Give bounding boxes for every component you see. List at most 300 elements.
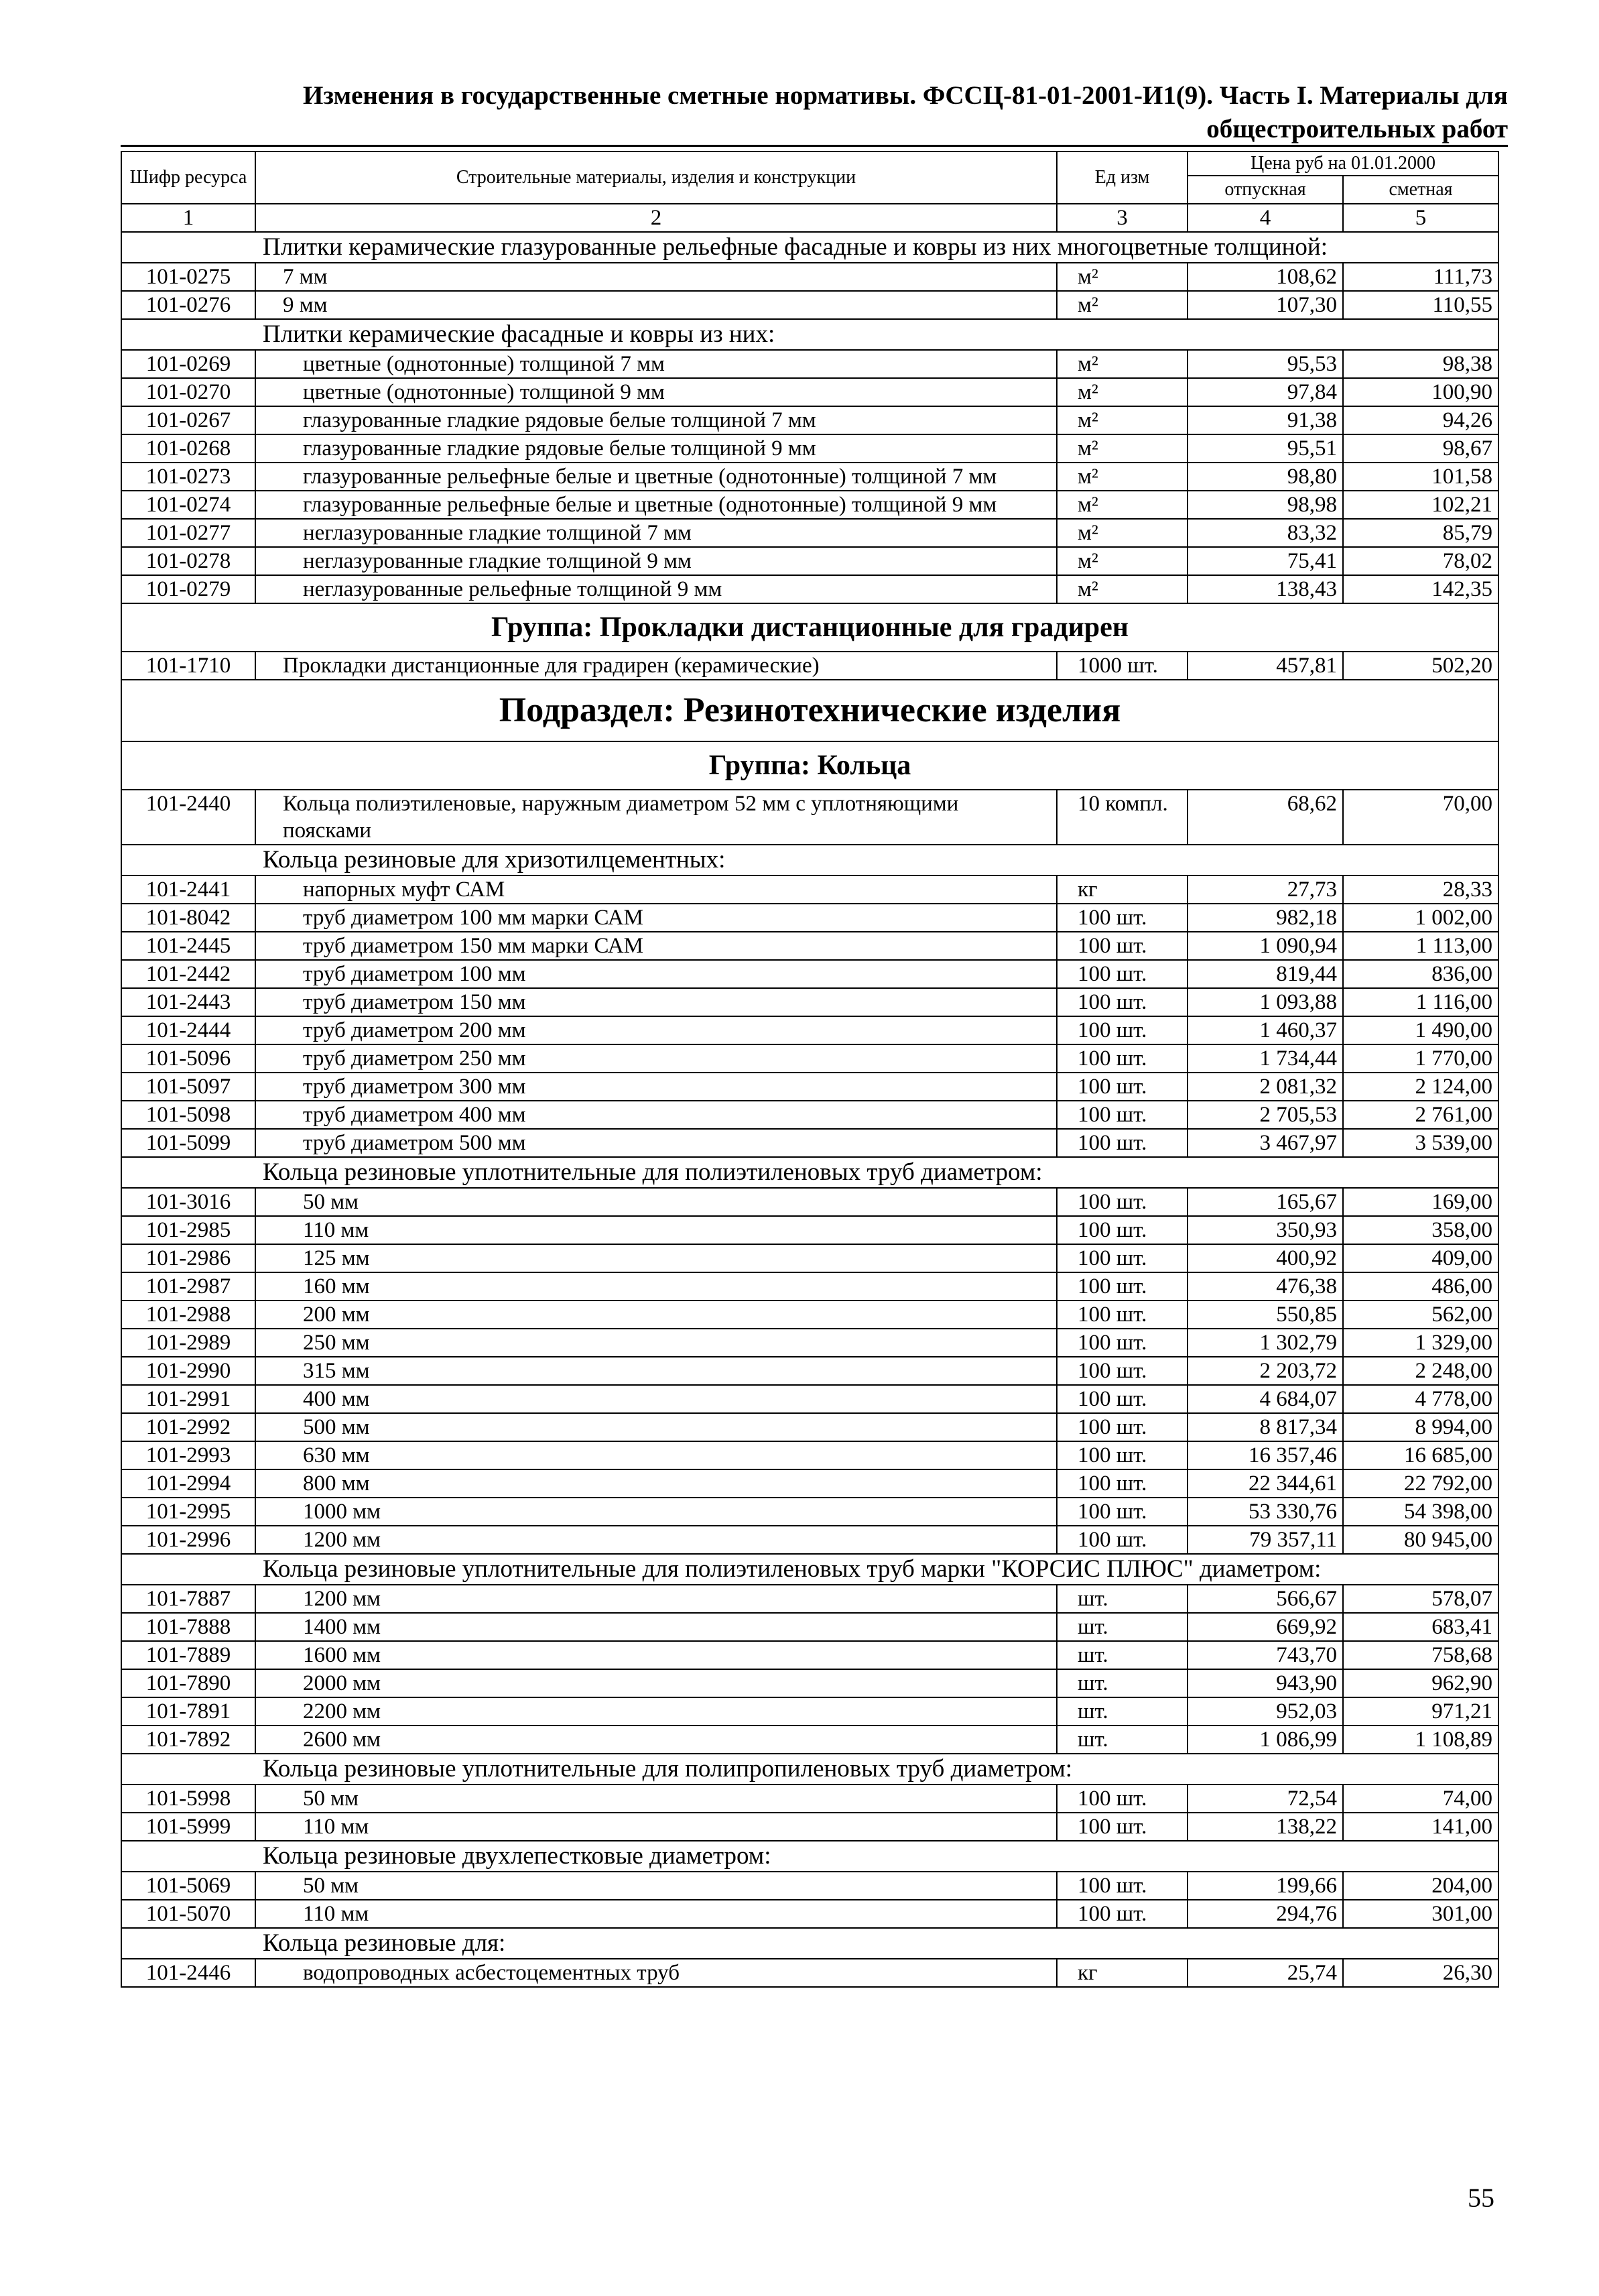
release-price: 476,38 xyxy=(1188,1272,1343,1301)
material-name: 630 мм xyxy=(255,1441,1057,1469)
unit-of-measure: 100 шт. xyxy=(1057,1016,1188,1044)
table-row xyxy=(121,350,1498,378)
unit-of-measure: м² xyxy=(1057,519,1188,547)
resource-code: 101-2440 xyxy=(121,790,255,845)
material-name: водопроводных асбестоцементных труб xyxy=(255,1959,1057,1987)
price-table xyxy=(121,151,1499,1988)
resource-code: 101-2990 xyxy=(121,1357,255,1385)
group-heading-row xyxy=(121,232,1498,263)
material-name: 50 мм xyxy=(255,1188,1057,1216)
material-name: 110 мм xyxy=(255,1813,1057,1841)
table-row xyxy=(121,1357,1498,1385)
material-name: 2600 мм xyxy=(255,1726,1057,1754)
release-price: 1 734,44 xyxy=(1188,1044,1343,1073)
table-row xyxy=(121,1613,1498,1641)
estimate-price: 142,35 xyxy=(1343,575,1498,603)
col-number: 2 xyxy=(255,204,1057,232)
resource-code: 101-2991 xyxy=(121,1385,255,1413)
unit-of-measure: 100 шт. xyxy=(1057,960,1188,988)
material-name: 7 мм xyxy=(255,263,1057,291)
table-row xyxy=(121,1726,1498,1754)
resource-code: 101-2446 xyxy=(121,1959,255,1987)
resource-code: 101-0273 xyxy=(121,463,255,491)
release-price: 97,84 xyxy=(1188,378,1343,406)
release-price: 95,51 xyxy=(1188,434,1343,463)
unit-of-measure: 100 шт. xyxy=(1057,1216,1188,1244)
resource-code: 101-7891 xyxy=(121,1697,255,1726)
material-name: труб диаметром 250 мм xyxy=(255,1044,1057,1073)
table-row xyxy=(121,1959,1498,1987)
release-price: 83,32 xyxy=(1188,519,1343,547)
estimate-price: 2 248,00 xyxy=(1343,1357,1498,1385)
resource-code: 101-2443 xyxy=(121,988,255,1016)
table-row xyxy=(121,291,1498,319)
release-price: 400,92 xyxy=(1188,1244,1343,1272)
material-name: труб диаметром 300 мм xyxy=(255,1073,1057,1101)
estimate-price: 141,00 xyxy=(1343,1813,1498,1841)
resource-code: 101-2985 xyxy=(121,1216,255,1244)
col-header-unit: Ед изм xyxy=(1057,152,1188,204)
table-row xyxy=(121,1216,1498,1244)
group-heading-row xyxy=(121,1554,1498,1585)
table-row xyxy=(121,519,1498,547)
estimate-price: 4 778,00 xyxy=(1343,1385,1498,1413)
table-row xyxy=(121,491,1498,519)
release-price: 108,62 xyxy=(1188,263,1343,291)
estimate-price: 94,26 xyxy=(1343,406,1498,434)
estimate-price: 204,00 xyxy=(1343,1872,1498,1900)
group-heading-row xyxy=(121,319,1498,350)
release-price: 98,98 xyxy=(1188,491,1343,519)
material-name: труб диаметром 100 мм xyxy=(255,960,1057,988)
material-name: цветные (однотонные) толщиной 7 мм xyxy=(255,350,1057,378)
estimate-price: 3 539,00 xyxy=(1343,1129,1498,1157)
col-header-price: Цена руб на 01.01.2000 xyxy=(1188,152,1498,176)
unit-of-measure: 100 шт. xyxy=(1057,1272,1188,1301)
material-name: 1200 мм xyxy=(255,1526,1057,1554)
release-price: 1 090,94 xyxy=(1188,932,1343,960)
table-row xyxy=(121,1441,1498,1469)
unit-of-measure: 100 шт. xyxy=(1057,1498,1188,1526)
release-price: 669,92 xyxy=(1188,1613,1343,1641)
estimate-price: 358,00 xyxy=(1343,1216,1498,1244)
unit-of-measure: м² xyxy=(1057,263,1188,291)
release-price: 819,44 xyxy=(1188,960,1343,988)
table-row xyxy=(121,1641,1498,1669)
estimate-price: 1 490,00 xyxy=(1343,1016,1498,1044)
resource-code: 101-2986 xyxy=(121,1244,255,1272)
release-price: 350,93 xyxy=(1188,1216,1343,1244)
release-price: 2 203,72 xyxy=(1188,1357,1343,1385)
table-row xyxy=(121,790,1498,845)
estimate-price: 8 994,00 xyxy=(1343,1413,1498,1441)
group-heading-row xyxy=(121,1754,1498,1785)
resource-code: 101-5069 xyxy=(121,1872,255,1900)
release-price: 2 705,53 xyxy=(1188,1101,1343,1129)
estimate-price: 683,41 xyxy=(1343,1613,1498,1641)
group-title: Группа: Прокладки дистанционные для градирен xyxy=(121,603,1498,652)
unit-of-measure: кг xyxy=(1057,875,1188,904)
resource-code: 101-0276 xyxy=(121,291,255,319)
resource-code: 101-2996 xyxy=(121,1526,255,1554)
group-heading-row xyxy=(121,1928,1498,1959)
table-row xyxy=(121,1301,1498,1329)
unit-of-measure: м² xyxy=(1057,434,1188,463)
resource-code: 101-7889 xyxy=(121,1641,255,1669)
group-heading-row xyxy=(121,1157,1498,1188)
col-header-name: Строительные материалы, изделия и конструкции xyxy=(255,152,1057,204)
release-price: 1 460,37 xyxy=(1188,1016,1343,1044)
unit-of-measure: шт. xyxy=(1057,1726,1188,1754)
table-row xyxy=(121,1585,1498,1613)
resource-code: 101-0279 xyxy=(121,575,255,603)
estimate-price: 78,02 xyxy=(1343,547,1498,575)
material-name: 2000 мм xyxy=(255,1669,1057,1697)
material-name: 125 мм xyxy=(255,1244,1057,1272)
table-row xyxy=(121,1669,1498,1697)
material-name: Кольца полиэтиленовые, наружным диаметром 52 мм с уплотняющими поясками xyxy=(255,790,1057,845)
material-name: труб диаметром 400 мм xyxy=(255,1101,1057,1129)
release-price: 743,70 xyxy=(1188,1641,1343,1669)
unit-of-measure: м² xyxy=(1057,463,1188,491)
estimate-price: 101,58 xyxy=(1343,463,1498,491)
estimate-price: 562,00 xyxy=(1343,1301,1498,1329)
material-name: 1400 мм xyxy=(255,1613,1057,1641)
col-number: 1 xyxy=(121,204,255,232)
resource-code: 101-2992 xyxy=(121,1413,255,1441)
material-name: напорных муфт САМ xyxy=(255,875,1057,904)
estimate-price: 502,20 xyxy=(1343,652,1498,680)
release-price: 566,67 xyxy=(1188,1585,1343,1613)
material-name: 400 мм xyxy=(255,1385,1057,1413)
col-header-code: Шифр ресурса xyxy=(121,152,255,204)
unit-of-measure: 100 шт. xyxy=(1057,1469,1188,1498)
material-name: неглазурованные гладкие толщиной 9 мм xyxy=(255,547,1057,575)
resource-code: 101-0275 xyxy=(121,263,255,291)
group-heading: Кольца резиновые для хризотилцементных: xyxy=(121,845,1498,875)
resource-code: 101-2993 xyxy=(121,1441,255,1469)
unit-of-measure: 100 шт. xyxy=(1057,1785,1188,1813)
resource-code: 101-5096 xyxy=(121,1044,255,1073)
resource-code: 101-7887 xyxy=(121,1585,255,1613)
estimate-price: 578,07 xyxy=(1343,1585,1498,1613)
group-title: Группа: Кольца xyxy=(121,741,1498,790)
group-heading: Кольца резиновые двухлепестковые диаметром: xyxy=(121,1841,1498,1872)
table-row xyxy=(121,1016,1498,1044)
table-row xyxy=(121,652,1498,680)
table-row xyxy=(121,463,1498,491)
unit-of-measure: 100 шт. xyxy=(1057,1813,1188,1841)
estimate-price: 758,68 xyxy=(1343,1641,1498,1669)
estimate-price: 102,21 xyxy=(1343,491,1498,519)
material-name: глазурованные гладкие рядовые белые толщиной 9 мм xyxy=(255,434,1057,463)
material-name: Прокладки дистанционные для градирен (керамические) xyxy=(255,652,1057,680)
release-price: 98,80 xyxy=(1188,463,1343,491)
table-row xyxy=(121,1385,1498,1413)
group-heading: Плитки керамические фасадные и ковры из них: xyxy=(121,319,1498,350)
col-number: 3 xyxy=(1057,204,1188,232)
release-price: 1 302,79 xyxy=(1188,1329,1343,1357)
table-row xyxy=(121,1101,1498,1129)
table-row xyxy=(121,1044,1498,1073)
estimate-price: 98,38 xyxy=(1343,350,1498,378)
group-heading: Плитки керамические глазурованные рельефные фасадные и ковры из них многоцветные толщиной: xyxy=(121,232,1498,263)
estimate-price: 54 398,00 xyxy=(1343,1498,1498,1526)
resource-code: 101-2994 xyxy=(121,1469,255,1498)
unit-of-measure: 100 шт. xyxy=(1057,1413,1188,1441)
unit-of-measure: м² xyxy=(1057,575,1188,603)
material-name: труб диаметром 500 мм xyxy=(255,1129,1057,1157)
table-row xyxy=(121,1073,1498,1101)
unit-of-measure: м² xyxy=(1057,291,1188,319)
header-line-1: Изменения в государственные сметные нормативы. ФССЦ-81-01-2001-И1(9). Часть I. Материалы для xyxy=(303,81,1508,110)
material-name: неглазурованные гладкие толщиной 7 мм xyxy=(255,519,1057,547)
resource-code: 101-2444 xyxy=(121,1016,255,1044)
unit-of-measure: 100 шт. xyxy=(1057,1044,1188,1073)
estimate-price: 1 113,00 xyxy=(1343,932,1498,960)
release-price: 294,76 xyxy=(1188,1900,1343,1928)
material-name: труб диаметром 150 мм марки САМ xyxy=(255,932,1057,960)
release-price: 199,66 xyxy=(1188,1872,1343,1900)
release-price: 91,38 xyxy=(1188,406,1343,434)
table-row xyxy=(121,1785,1498,1813)
table-row xyxy=(121,904,1498,932)
estimate-price: 26,30 xyxy=(1343,1959,1498,1987)
group-title-row xyxy=(121,603,1498,652)
estimate-price: 971,21 xyxy=(1343,1697,1498,1726)
material-name: 1600 мм xyxy=(255,1641,1057,1669)
material-name: 250 мм xyxy=(255,1329,1057,1357)
unit-of-measure: 100 шт. xyxy=(1057,1441,1188,1469)
col-header-estimate: сметная xyxy=(1343,176,1498,204)
material-name: 315 мм xyxy=(255,1357,1057,1385)
resource-code: 101-7888 xyxy=(121,1613,255,1641)
table-row xyxy=(121,960,1498,988)
page-number: 55 xyxy=(1468,2183,1494,2213)
release-price: 53 330,76 xyxy=(1188,1498,1343,1526)
release-price: 27,73 xyxy=(1188,875,1343,904)
estimate-price: 85,79 xyxy=(1343,519,1498,547)
table-row xyxy=(121,1872,1498,1900)
estimate-price: 70,00 xyxy=(1343,790,1498,845)
unit-of-measure: 1000 шт. xyxy=(1057,652,1188,680)
material-name: 50 мм xyxy=(255,1785,1057,1813)
unit-of-measure: 100 шт. xyxy=(1057,1244,1188,1272)
estimate-price: 22 792,00 xyxy=(1343,1469,1498,1498)
release-price: 16 357,46 xyxy=(1188,1441,1343,1469)
estimate-price: 1 770,00 xyxy=(1343,1044,1498,1073)
table-row xyxy=(121,1272,1498,1301)
table-row xyxy=(121,875,1498,904)
resource-code: 101-0274 xyxy=(121,491,255,519)
release-price: 2 081,32 xyxy=(1188,1073,1343,1101)
estimate-price: 16 685,00 xyxy=(1343,1441,1498,1469)
document-header xyxy=(121,79,1508,146)
unit-of-measure: м² xyxy=(1057,406,1188,434)
group-heading: Кольца резиновые для: xyxy=(121,1928,1498,1959)
release-price: 943,90 xyxy=(1188,1669,1343,1697)
material-name: глазурованные рельефные белые и цветные (однотонные) толщиной 7 мм xyxy=(255,463,1057,491)
material-name: 50 мм xyxy=(255,1872,1057,1900)
unit-of-measure: м² xyxy=(1057,350,1188,378)
release-price: 550,85 xyxy=(1188,1301,1343,1329)
estimate-price: 100,90 xyxy=(1343,378,1498,406)
group-heading-row xyxy=(121,1841,1498,1872)
unit-of-measure: 100 шт. xyxy=(1057,1188,1188,1216)
resource-code: 101-8042 xyxy=(121,904,255,932)
estimate-price: 74,00 xyxy=(1343,1785,1498,1813)
release-price: 1 086,99 xyxy=(1188,1726,1343,1754)
unit-of-measure: 100 шт. xyxy=(1057,1329,1188,1357)
table-row xyxy=(121,1413,1498,1441)
table-body xyxy=(121,232,1498,1987)
release-price: 982,18 xyxy=(1188,904,1343,932)
unit-of-measure: 100 шт. xyxy=(1057,1073,1188,1101)
material-name: 1000 мм xyxy=(255,1498,1057,1526)
unit-of-measure: 100 шт. xyxy=(1057,932,1188,960)
col-header-release: отпускная xyxy=(1188,176,1343,204)
estimate-price: 169,00 xyxy=(1343,1188,1498,1216)
estimate-price: 486,00 xyxy=(1343,1272,1498,1301)
estimate-price: 2 761,00 xyxy=(1343,1101,1498,1129)
table-row xyxy=(121,1188,1498,1216)
unit-of-measure: шт. xyxy=(1057,1641,1188,1669)
table-row xyxy=(121,1469,1498,1498)
release-price: 3 467,97 xyxy=(1188,1129,1343,1157)
estimate-price: 28,33 xyxy=(1343,875,1498,904)
material-name: цветные (однотонные) толщиной 9 мм xyxy=(255,378,1057,406)
material-name: 110 мм xyxy=(255,1900,1057,1928)
table-row xyxy=(121,575,1498,603)
resource-code: 101-2989 xyxy=(121,1329,255,1357)
table-row xyxy=(121,1329,1498,1357)
release-price: 8 817,34 xyxy=(1188,1413,1343,1441)
resource-code: 101-2441 xyxy=(121,875,255,904)
group-heading: Кольца резиновые уплотнительные для полиэтиленовых труб диаметром: xyxy=(121,1157,1498,1188)
resource-code: 101-5070 xyxy=(121,1900,255,1928)
unit-of-measure: м² xyxy=(1057,547,1188,575)
col-number: 5 xyxy=(1343,204,1498,232)
resource-code: 101-2995 xyxy=(121,1498,255,1526)
resource-code: 101-0277 xyxy=(121,519,255,547)
release-price: 138,43 xyxy=(1188,575,1343,603)
table-row xyxy=(121,378,1498,406)
material-name: 160 мм xyxy=(255,1272,1057,1301)
estimate-price: 1 116,00 xyxy=(1343,988,1498,1016)
table-row xyxy=(121,1813,1498,1841)
material-name: неглазурованные рельефные толщиной 9 мм xyxy=(255,575,1057,603)
material-name: труб диаметром 200 мм xyxy=(255,1016,1057,1044)
unit-of-measure: шт. xyxy=(1057,1697,1188,1726)
unit-of-measure: 100 шт. xyxy=(1057,1301,1188,1329)
resource-code: 101-5097 xyxy=(121,1073,255,1101)
material-name: глазурованные рельефные белые и цветные (однотонные) толщиной 9 мм xyxy=(255,491,1057,519)
table-row xyxy=(121,547,1498,575)
material-name: глазурованные гладкие рядовые белые толщиной 7 мм xyxy=(255,406,1057,434)
estimate-price: 1 329,00 xyxy=(1343,1329,1498,1357)
unit-of-measure: 100 шт. xyxy=(1057,1872,1188,1900)
subsection-title: Подраздел: Резинотехнические изделия xyxy=(121,680,1498,741)
table-row xyxy=(121,1498,1498,1526)
unit-of-measure: 100 шт. xyxy=(1057,1385,1188,1413)
resource-code: 101-5998 xyxy=(121,1785,255,1813)
resource-code: 101-2445 xyxy=(121,932,255,960)
resource-code: 101-1710 xyxy=(121,652,255,680)
resource-code: 101-5999 xyxy=(121,1813,255,1841)
release-price: 68,62 xyxy=(1188,790,1343,845)
material-name: 800 мм xyxy=(255,1469,1057,1498)
release-price: 72,54 xyxy=(1188,1785,1343,1813)
subsection-title-row xyxy=(121,680,1498,741)
unit-of-measure: 100 шт. xyxy=(1057,988,1188,1016)
material-name: труб диаметром 150 мм xyxy=(255,988,1057,1016)
resource-code: 101-2442 xyxy=(121,960,255,988)
resource-code: 101-0267 xyxy=(121,406,255,434)
material-name: 500 мм xyxy=(255,1413,1057,1441)
table-row xyxy=(121,434,1498,463)
estimate-price: 836,00 xyxy=(1343,960,1498,988)
release-price: 25,74 xyxy=(1188,1959,1343,1987)
release-price: 457,81 xyxy=(1188,652,1343,680)
estimate-price: 301,00 xyxy=(1343,1900,1498,1928)
estimate-price: 80 945,00 xyxy=(1343,1526,1498,1554)
material-name: 1200 мм xyxy=(255,1585,1057,1613)
estimate-price: 2 124,00 xyxy=(1343,1073,1498,1101)
unit-of-measure: 100 шт. xyxy=(1057,904,1188,932)
release-price: 138,22 xyxy=(1188,1813,1343,1841)
material-name: 2200 мм xyxy=(255,1697,1057,1726)
table-row xyxy=(121,1697,1498,1726)
material-name: труб диаметром 100 мм марки САМ xyxy=(255,904,1057,932)
unit-of-measure: 10 компл. xyxy=(1057,790,1188,845)
estimate-price: 409,00 xyxy=(1343,1244,1498,1272)
material-name: 9 мм xyxy=(255,291,1057,319)
resource-code: 101-7890 xyxy=(121,1669,255,1697)
group-heading: Кольца резиновые уплотнительные для полипропиленовых труб диаметром: xyxy=(121,1754,1498,1785)
estimate-price: 98,67 xyxy=(1343,434,1498,463)
unit-of-measure: шт. xyxy=(1057,1585,1188,1613)
unit-of-measure: 100 шт. xyxy=(1057,1129,1188,1157)
release-price: 165,67 xyxy=(1188,1188,1343,1216)
resource-code: 101-2988 xyxy=(121,1301,255,1329)
table-row xyxy=(121,406,1498,434)
unit-of-measure: 100 шт. xyxy=(1057,1900,1188,1928)
table-row xyxy=(121,1526,1498,1554)
resource-code: 101-5099 xyxy=(121,1129,255,1157)
unit-of-measure: шт. xyxy=(1057,1669,1188,1697)
release-price: 95,53 xyxy=(1188,350,1343,378)
resource-code: 101-5098 xyxy=(121,1101,255,1129)
header-line-2: общестроительных работ xyxy=(1206,115,1508,143)
group-heading: Кольца резиновые уплотнительные для полиэтиленовых труб марки "КОРСИС ПЛЮС" диаметром: xyxy=(121,1554,1498,1585)
estimate-price: 1 002,00 xyxy=(1343,904,1498,932)
material-name: 110 мм xyxy=(255,1216,1057,1244)
table-row xyxy=(121,1129,1498,1157)
estimate-price: 962,90 xyxy=(1343,1669,1498,1697)
release-price: 107,30 xyxy=(1188,291,1343,319)
table-row xyxy=(121,1900,1498,1928)
group-title-row xyxy=(121,741,1498,790)
release-price: 22 344,61 xyxy=(1188,1469,1343,1498)
resource-code: 101-0278 xyxy=(121,547,255,575)
table-row xyxy=(121,1244,1498,1272)
resource-code: 101-0269 xyxy=(121,350,255,378)
group-heading-row xyxy=(121,845,1498,875)
resource-code: 101-3016 xyxy=(121,1188,255,1216)
material-name: 200 мм xyxy=(255,1301,1057,1329)
unit-of-measure: шт. xyxy=(1057,1613,1188,1641)
release-price: 79 357,11 xyxy=(1188,1526,1343,1554)
